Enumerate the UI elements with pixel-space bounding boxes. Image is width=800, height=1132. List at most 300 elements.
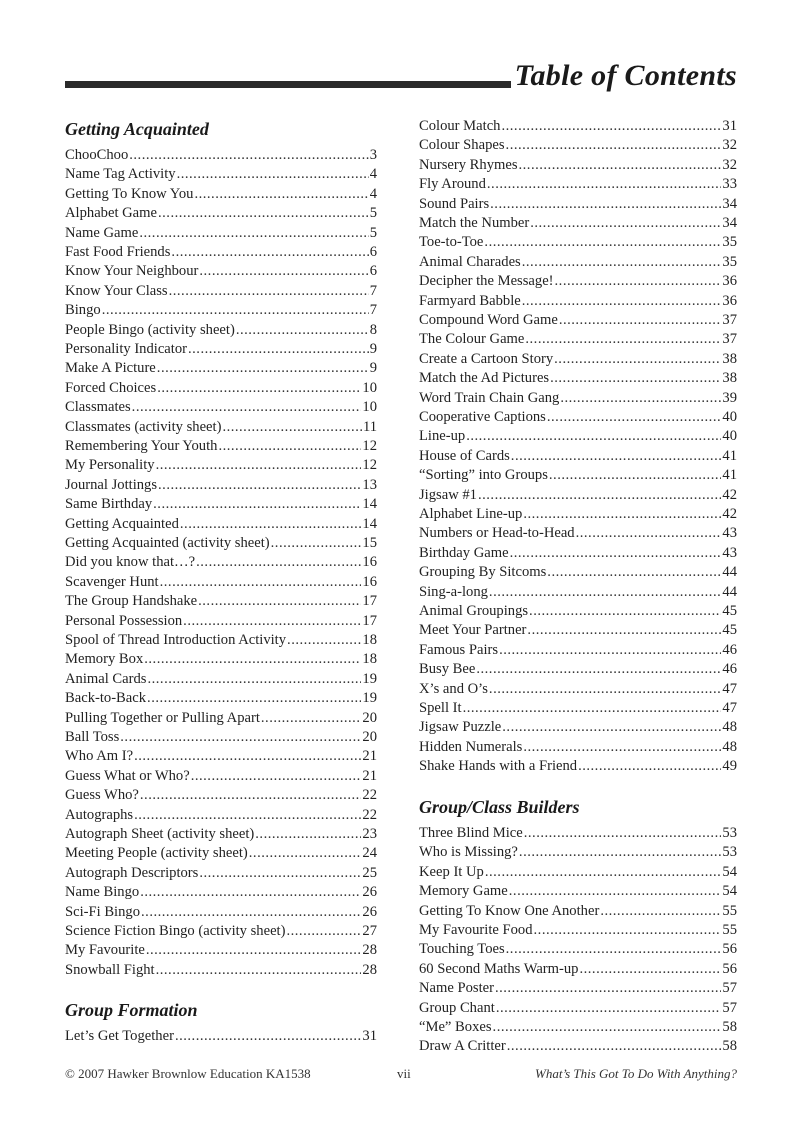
toc-entry: [65, 282, 377, 301]
toc-entry: [419, 843, 737, 862]
toc-entry: [65, 883, 377, 902]
toc-leader-dots: [490, 195, 721, 214]
toc-entry-page: 31: [362, 1028, 377, 1044]
toc-entry-page: 38: [722, 370, 737, 387]
toc-entry-page: 46: [722, 641, 737, 658]
toc-leader-dots: [132, 398, 362, 417]
toc-entry-page: 28: [362, 942, 377, 959]
toc-entry-title: Forced Choices: [65, 379, 157, 396]
toc-leader-dots: [140, 786, 362, 805]
toc-entry-title: Keep It Up: [419, 863, 484, 880]
toc-entry: [419, 408, 737, 427]
toc-entry-title: Sound Pairs: [419, 195, 490, 212]
toc-entry-page: 7: [369, 282, 377, 299]
toc-entry: [65, 321, 377, 340]
toc-entry-title: Sing-a-long: [419, 583, 488, 600]
toc-entry: [419, 940, 737, 959]
toc-entry-title: Jigsaw Puzzle: [419, 719, 502, 736]
toc-entry: [419, 427, 737, 446]
toc-entry: [419, 583, 737, 602]
toc-entry-title: Autograph Sheet (activity sheet): [65, 826, 255, 842]
toc-entry-page: 20: [362, 709, 377, 726]
toc-leader-dots: [156, 456, 362, 475]
toc-entry-title: ChooChoo: [65, 147, 129, 163]
toc-leader-dots: [506, 136, 722, 155]
toc-entry-page: 53: [722, 844, 737, 861]
toc-entry-title: The Colour Game: [419, 331, 525, 348]
toc-leader-dots: [286, 922, 361, 941]
toc-entry-title: Jigsaw #1: [419, 486, 477, 503]
toc-entry-page: 25: [362, 864, 377, 881]
toc-entry: [65, 146, 377, 165]
toc-entry-page: 46: [722, 661, 737, 678]
toc-entry-page: 55: [722, 922, 737, 938]
toc-entry-title: Spell It: [419, 700, 462, 716]
toc-leader-dots: [530, 214, 721, 233]
toc-entry-page: 26: [362, 903, 377, 920]
toc-entry: [419, 214, 737, 233]
toc-entry-page: 13: [362, 476, 377, 493]
toc-entry-page: 18: [362, 632, 377, 648]
toc-leader-dots: [502, 718, 721, 737]
toc-leader-dots: [194, 185, 368, 204]
toc-entry: [65, 903, 377, 922]
page-footer: [65, 1066, 737, 1086]
toc-entry: [65, 825, 377, 844]
toc-entry-page: 4: [369, 166, 377, 183]
toc-leader-dots: [489, 583, 721, 602]
toc-entry: [65, 534, 377, 553]
toc-entry-page: 43: [722, 544, 737, 561]
toc-entry-title: House of Cards: [419, 447, 510, 464]
toc-leader-dots: [522, 292, 722, 311]
toc-leader-dots: [147, 689, 361, 708]
toc-leader-dots: [199, 262, 368, 281]
toc-entry: [419, 863, 737, 882]
toc-entry: [65, 359, 377, 378]
toc-entry: [65, 1027, 377, 1046]
toc-leader-dots: [222, 418, 362, 437]
toc-entry: [65, 767, 377, 786]
toc-leader-dots: [218, 437, 361, 456]
toc-leader-dots: [484, 233, 721, 252]
toc-entry-title: “Me” Boxes: [419, 1019, 492, 1035]
toc-entry-title: People Bingo (activity sheet): [65, 321, 235, 338]
toc-entry-page: 27: [362, 923, 377, 939]
toc-entry: [65, 864, 377, 883]
toc-leader-dots: [525, 330, 721, 349]
toc-entry-title: Line-up: [419, 428, 466, 445]
toc-entry-page: 37: [722, 331, 737, 348]
toc-entry: [419, 156, 737, 175]
toc-entry: [419, 563, 737, 582]
toc-entry-page: 42: [722, 486, 737, 503]
toc-entry: [65, 340, 377, 359]
page-title: Table of Contents: [514, 59, 737, 92]
toc-entry-page: 20: [362, 729, 377, 745]
toc-leader-dots: [524, 824, 722, 843]
toc-entry: [419, 921, 737, 940]
toc-entry-page: 48: [722, 719, 737, 736]
toc-entry-page: 53: [722, 825, 737, 841]
toc-entry: [419, 350, 737, 369]
toc-entry-title: Name Bingo: [65, 884, 140, 901]
toc-entry-title: Personality Indicator: [65, 341, 187, 357]
section-title-group-class-builders: Group/Class Builders: [419, 797, 580, 817]
toc-entry-title: Make A Picture: [65, 360, 156, 377]
toc-leader-dots: [158, 204, 369, 223]
toc-entry: [419, 195, 737, 214]
toc-leader-dots: [160, 573, 362, 592]
toc-entry-title: Hidden Numerals: [419, 738, 523, 755]
toc-entry: [419, 136, 737, 155]
toc-entry-title: Numbers or Head-to-Head: [419, 525, 575, 542]
toc-entry-page: 33: [722, 176, 737, 193]
toc-entry-page: 18: [362, 651, 377, 668]
toc-entry-page: 32: [722, 137, 737, 154]
toc-entry-title: Toe-to-Toe: [419, 234, 484, 251]
toc-entry-page: 44: [722, 564, 737, 581]
toc-leader-dots: [463, 699, 722, 718]
toc-entry-page: 43: [722, 525, 737, 542]
toc-entry-title: Name Game: [65, 224, 139, 241]
toc-entry-page: 57: [722, 980, 737, 997]
toc-leader-dots: [196, 553, 361, 572]
toc-entry-page: 5: [369, 205, 377, 222]
toc-entry-title: Animal Cards: [65, 670, 147, 687]
toc-entry-title: My Favourite: [65, 942, 145, 959]
toc-entry-title: Group Chant: [419, 999, 495, 1016]
toc-entry: [419, 641, 737, 660]
toc-entry-title: Colour Shapes: [419, 137, 505, 154]
toc-leader-dots: [157, 379, 361, 398]
toc-leader-dots: [496, 999, 722, 1018]
toc-entry-title: X’s and O’s: [419, 680, 488, 697]
toc-entry-page: 36: [722, 273, 737, 290]
page-header: [65, 58, 737, 94]
toc-entry-page: 26: [362, 884, 377, 901]
toc-entry: [419, 447, 737, 466]
toc-entry-title: Memory Box: [65, 651, 144, 668]
toc-entry: [65, 922, 377, 941]
toc-leader-dots: [510, 544, 722, 563]
toc-leader-dots: [489, 680, 721, 699]
toc-entry-title: Getting To Know One Another: [419, 902, 600, 919]
toc-leader-dots: [519, 156, 722, 175]
toc-entry-page: 49: [722, 758, 737, 775]
toc-leader-dots: [549, 466, 722, 485]
toc-entry-page: 9: [369, 360, 377, 377]
toc-entry-page: 10: [362, 399, 377, 416]
toc-entry-page: 11: [362, 418, 377, 435]
toc-entry: [65, 592, 377, 611]
toc-entry-page: 22: [362, 806, 377, 823]
toc-leader-dots: [576, 524, 722, 543]
toc-entry-title: Cooperative Captions: [419, 409, 546, 425]
toc-entry-page: 54: [722, 863, 737, 880]
toc-leader-dots: [519, 843, 721, 862]
toc-entry: [65, 418, 377, 437]
toc-entry: [419, 602, 737, 621]
header-rule: [65, 81, 511, 88]
toc-leader-dots: [527, 621, 721, 640]
toc-entry: [419, 979, 737, 998]
toc-leader-dots: [499, 641, 721, 660]
toc-entry-title: Pulling Together or Pulling Apart: [65, 709, 260, 726]
toc-entry-title: Alphabet Line-up: [419, 506, 523, 522]
toc-leader-dots: [485, 863, 722, 882]
toc-entry: [419, 505, 737, 524]
footer-book-title: What’s This Got To Do With Anything?: [534, 1066, 737, 1081]
toc-leader-dots: [129, 146, 368, 165]
toc-leader-dots: [487, 175, 722, 194]
toc-entry-page: 10: [362, 379, 377, 396]
toc-entry: [419, 544, 737, 563]
toc-entry-title: Getting To Know You: [65, 185, 194, 202]
toc-entry: [419, 175, 737, 194]
toc-leader-dots: [171, 243, 368, 262]
toc-entry-page: 6: [369, 263, 377, 280]
toc-leader-dots: [511, 447, 722, 466]
toc-entry: [419, 757, 737, 776]
toc-entry-title: Guess What or Who?: [65, 767, 190, 784]
toc-entry-page: 37: [722, 312, 737, 328]
toc-entry: [65, 612, 377, 631]
toc-entry: [419, 117, 737, 136]
toc-leader-dots: [175, 1027, 361, 1046]
toc-entry-page: 24: [362, 845, 377, 862]
toc-leader-dots: [600, 902, 721, 921]
toc-entry: [65, 553, 377, 572]
toc-entry: [419, 369, 737, 388]
toc-entry: [65, 301, 377, 320]
toc-leader-dots: [559, 311, 722, 330]
toc-entry-page: 14: [362, 515, 377, 532]
toc-entry: [419, 330, 737, 349]
toc-entry-title: Ball Toss: [65, 729, 120, 745]
toc-entry-title: Who Am I?: [65, 748, 134, 765]
toc-leader-dots: [183, 612, 361, 631]
toc-leader-dots: [271, 534, 362, 553]
toc-entry-page: 40: [722, 428, 737, 445]
toc-leader-dots: [153, 495, 361, 514]
toc-entry-title: Word Train Chain Gang: [419, 389, 560, 406]
toc-leader-dots: [493, 1018, 722, 1037]
toc-leader-dots: [547, 408, 722, 427]
toc-entry-title: Farmyard Babble: [419, 292, 521, 309]
toc-leader-dots: [199, 864, 361, 883]
toc-entry: [65, 515, 377, 534]
toc-entry-title: Classmates: [65, 399, 131, 416]
toc-entry-title: Memory Game: [419, 883, 508, 900]
toc-entry: [419, 524, 737, 543]
toc-entry-page: 16: [362, 573, 377, 590]
toc-entry-title: Bingo: [65, 302, 101, 319]
toc-entry: [419, 1018, 737, 1037]
toc-entry-page: 21: [362, 748, 377, 765]
toc-entry-page: 3: [369, 147, 377, 163]
toc-entry-page: 41: [722, 447, 737, 464]
toc-entry-title: My Personality: [65, 457, 155, 474]
toc-entry-title: Same Birthday: [65, 496, 153, 513]
toc-leader-dots: [177, 165, 369, 184]
toc-leader-dots: [147, 670, 361, 689]
toc-entry: [419, 902, 737, 921]
toc-entry-page: 5: [369, 224, 377, 241]
toc-entry-page: 28: [362, 961, 377, 978]
toc-leader-dots: [522, 253, 722, 272]
toc-entry-title: Busy Bee: [419, 661, 476, 678]
toc-entry: [419, 466, 737, 485]
toc-entry-title: Getting Acquainted (activity sheet): [65, 535, 270, 551]
toc-leader-dots: [501, 117, 721, 136]
toc-leader-dots: [144, 650, 361, 669]
toc-entry-title: Classmates (activity sheet): [65, 418, 222, 435]
toc-leader-dots: [188, 340, 369, 359]
toc-leader-dots: [198, 592, 361, 611]
toc-entry-title: Personal Possession: [65, 612, 183, 629]
toc-leader-dots: [578, 757, 721, 776]
toc-entry-page: 22: [362, 787, 377, 804]
toc-entry-page: 12: [362, 438, 377, 454]
toc-entry-title: My Favourite Food: [419, 922, 533, 938]
toc-entry: [419, 699, 737, 718]
toc-entry-title: Scavenger Hunt: [65, 573, 159, 590]
toc-entry-title: Did you know that…?: [65, 554, 196, 571]
toc-entry-page: 35: [722, 253, 737, 270]
toc-leader-dots: [523, 505, 721, 524]
toc-entry: [65, 747, 377, 766]
toc-entry: [65, 398, 377, 417]
toc-entry-page: 36: [722, 292, 737, 309]
toc-leader-dots: [476, 660, 721, 679]
toc-entry-page: 32: [722, 156, 737, 173]
toc-entry: [65, 573, 377, 592]
toc-entry-page: 34: [722, 215, 737, 231]
toc-entry-title: Match the Number: [419, 215, 530, 231]
toc-entry: [65, 650, 377, 669]
toc-entry-page: 15: [362, 535, 377, 551]
toc-leader-dots: [506, 940, 722, 959]
toc-entry-page: 58: [722, 1038, 737, 1055]
toc-entry-title: Back-to-Back: [65, 690, 147, 707]
toc-entry-page: 12: [362, 457, 377, 474]
toc-leader-dots: [141, 903, 361, 922]
toc-entry-title: Let’s Get Together: [65, 1028, 174, 1044]
toc-leader-dots: [102, 301, 369, 320]
toc-entry: [65, 456, 377, 475]
toc-entry: [65, 379, 377, 398]
toc-entry: [65, 709, 377, 728]
toc-entry-title: Three Blind Mice: [419, 825, 523, 841]
toc-leader-dots: [139, 224, 368, 243]
toc-entry: [419, 1037, 737, 1056]
toc-leader-dots: [134, 747, 361, 766]
toc-entry-title: Birthday Game: [419, 544, 509, 561]
toc-entry: [65, 262, 377, 281]
toc-entry-page: 54: [722, 883, 737, 900]
toc-entry: [419, 882, 737, 901]
toc-entry: [419, 233, 737, 252]
toc-entry-title: Nursery Rhymes: [419, 156, 518, 173]
toc-leader-dots: [255, 825, 361, 844]
toc-entry-page: 17: [362, 593, 377, 610]
toc-entry-title: Who is Missing?: [419, 844, 518, 861]
toc-entry-title: Match the Ad Pictures: [419, 370, 550, 387]
toc-entry-page: 45: [722, 603, 737, 619]
toc-entry: [419, 738, 737, 757]
toc-entry: [65, 941, 377, 960]
toc-entry: [419, 292, 737, 311]
toc-leader-dots: [169, 282, 369, 301]
toc-entry-title: Autographs: [65, 806, 134, 823]
toc-entry-page: 48: [722, 738, 737, 755]
toc-entry-page: 6: [369, 244, 377, 260]
toc-entry: [419, 999, 737, 1018]
toc-entry-title: Alphabet Game: [65, 205, 157, 222]
section-title-group-formation: Group Formation: [65, 1000, 198, 1020]
toc-leader-dots: [554, 350, 721, 369]
toc-entry-title: Famous Pairs: [419, 641, 499, 658]
toc-entry-title: Meeting People (activity sheet): [65, 845, 248, 862]
toc-entry-page: 14: [362, 496, 377, 513]
toc-entry-title: Touching Toes: [419, 941, 505, 958]
toc-leader-dots: [507, 1037, 722, 1056]
toc-entry: [65, 631, 377, 650]
toc-entry: [65, 185, 377, 204]
toc-leader-dots: [509, 882, 722, 901]
toc-entry: [65, 204, 377, 223]
toc-entry-page: 40: [722, 409, 737, 425]
toc-entry-title: Decipher the Message!: [419, 273, 554, 290]
toc-entry: [419, 824, 737, 843]
toc-entry-title: 60 Second Maths Warm-up: [419, 960, 579, 977]
toc-leader-dots: [158, 476, 361, 495]
footer-page-number: vii: [397, 1066, 411, 1081]
toc-leader-dots: [236, 321, 369, 340]
toc-leader-dots: [560, 389, 721, 408]
toc-entry-page: 21: [362, 767, 377, 784]
toc-leader-dots: [287, 631, 361, 650]
toc-entry: [65, 224, 377, 243]
toc-entry-page: 7: [369, 302, 377, 319]
toc-entry-title: Guess Who?: [65, 787, 139, 804]
toc-entry-page: 55: [722, 902, 737, 919]
toc-entry-page: 47: [722, 700, 737, 716]
footer-copyright: © 2007 Hawker Brownlow Education KA1538: [65, 1066, 311, 1081]
toc-entry-title: Journal Jottings: [65, 476, 158, 493]
toc-entry: [65, 844, 377, 863]
toc-leader-dots: [180, 515, 362, 534]
toc-entry-title: Compound Word Game: [419, 312, 558, 328]
toc-entry-page: 47: [722, 680, 737, 697]
toc-entry: [419, 621, 737, 640]
toc-entry-page: 56: [722, 960, 737, 977]
toc-leader-dots: [140, 883, 361, 902]
toc-leader-dots: [261, 709, 362, 728]
toc-entry: [65, 689, 377, 708]
toc-entry-title: “Sorting” into Groups: [419, 467, 548, 484]
toc-entry-page: 38: [722, 350, 737, 367]
toc-entry-title: Fly Around: [419, 176, 486, 193]
toc-entry-title: Remembering Your Youth: [65, 438, 218, 454]
toc-entry: [419, 680, 737, 699]
toc-entry-title: Animal Charades: [419, 253, 521, 270]
toc-entry-title: Autograph Descriptors: [65, 864, 199, 881]
toc-entry: [419, 311, 737, 330]
toc-entry-page: 23: [362, 826, 377, 842]
toc-entry-page: 57: [722, 999, 737, 1016]
